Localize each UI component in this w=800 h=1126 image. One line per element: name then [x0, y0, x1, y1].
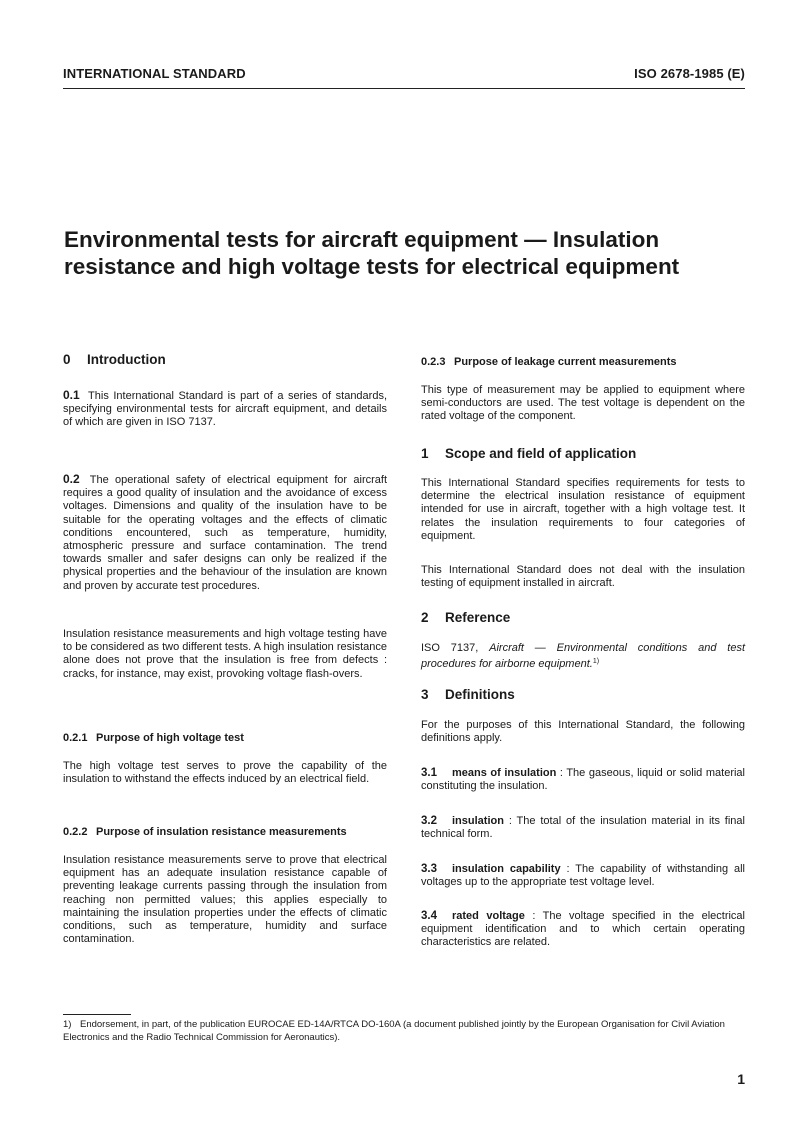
title-line-1: Environmental tests for aircraft equipment — Insulation	[64, 227, 660, 252]
paragraph-text: Insulation resistance measurements serve to prove that electrical equipment has an adequate insulation resistance capable of preventing leakage currents passing through the insulation from reaching non permitted values; this applies especially to maintaining the insulation properties under the effects of climatic conditions, such as temperature, humidity and surface contamination.	[63, 854, 387, 946]
paragraph-scope-2	[421, 564, 745, 590]
heading-0-2-1	[63, 732, 387, 745]
paragraph-text: This International Standard specifies requirements for tests to determine the electrical insulation resistance of equipment intended for use in aircraft, together with a high voltage test. It relates the insulation requirements to four categories of equipment.	[421, 477, 745, 542]
header-rule	[63, 88, 745, 89]
heading-text: Scope and field of application	[445, 446, 637, 461]
header-document-type: INTERNATIONAL STANDARD	[63, 66, 246, 81]
heading-text: Purpose of leakage current measurements	[454, 356, 677, 368]
definition-number: 3.1	[421, 767, 437, 779]
definition-number: 3.4	[421, 910, 437, 922]
heading-introduction	[63, 353, 387, 366]
footnote-mark: 1)	[63, 1019, 72, 1030]
footnote-rule	[63, 1014, 131, 1015]
paragraph-text: The high voltage test serves to prove the capability of the insulation to withstand the effects induced by an electrical field.	[63, 760, 387, 786]
document-title	[64, 226, 764, 280]
page-number: 1	[737, 1071, 745, 1087]
definition-term: insulation	[452, 815, 504, 827]
definition-3-4	[421, 910, 745, 950]
heading-number: 1	[421, 446, 429, 461]
paragraph-number: 0.1	[63, 388, 80, 402]
paragraph-0-2-continued	[63, 628, 387, 681]
footnote	[63, 1019, 745, 1044]
title-line-2: resistance and high voltage tests for electrical equipment	[64, 254, 680, 279]
paragraph-reference	[421, 642, 745, 671]
heading-text: Purpose of insulation resistance measurements	[96, 826, 347, 838]
definition-term: insulation capability	[452, 863, 561, 875]
definition-number: 3.2	[421, 815, 437, 827]
heading-0-2-2	[63, 826, 387, 839]
paragraph-scope-1	[421, 477, 745, 543]
definition-term: rated voltage	[452, 910, 525, 922]
paragraph-number: 0.2	[63, 472, 80, 486]
footnote-marker: 1)	[592, 658, 600, 666]
heading-0-2-3	[421, 356, 745, 369]
definition-number: 3.3	[421, 863, 437, 875]
definition-3-2	[421, 815, 745, 841]
header-document-number: ISO 2678-1985 (E)	[634, 66, 745, 81]
paragraph-0-2-1	[63, 760, 387, 786]
paragraph-definitions-intro	[421, 719, 745, 745]
footnote-text: Endorsement, in part, of the publication EUROCAE ED-14A/RTCA DO-160A (a document published jointly by the European Organisation for Civil Aviation Electronics and the Radio Technical Commission for Aeronautics).	[63, 1019, 725, 1043]
definition-3-1	[421, 767, 745, 793]
reference-title: Aircraft — Environmental conditions and test procedures for airborne equipment.	[421, 642, 745, 671]
paragraph-0-1	[63, 389, 387, 430]
paragraph-0-2	[63, 473, 387, 593]
heading-text: Definitions	[445, 687, 515, 702]
heading-number: 2	[421, 610, 429, 625]
heading-definitions	[421, 688, 745, 701]
heading-reference	[421, 611, 745, 624]
definition-3-3	[421, 863, 745, 889]
heading-number: 0.2.1	[63, 732, 88, 744]
definition-text: : The total of the insulation material in its final technical form.	[421, 815, 745, 841]
paragraph-0-2-2	[63, 854, 387, 946]
heading-text: Introduction	[87, 352, 166, 367]
heading-number: 0	[63, 352, 71, 367]
definition-text: : The voltage specified in the electrical equipment identification and to which certain operating characteristics are related.	[421, 910, 745, 949]
definition-term: means of insulation	[452, 767, 557, 779]
heading-text: Purpose of high voltage test	[96, 732, 244, 744]
paragraph-0-2-3	[421, 384, 745, 424]
paragraph-text: For the purposes of this International Standard, the following definitions apply.	[421, 719, 745, 745]
definition-text: : The gaseous, liquid or solid material constituting the insulation.	[421, 767, 745, 793]
paragraph-text: This International Standard is part of a series of standards, specifying environmental tests for aircraft equipment, and details of which are given in ISO 7137.	[63, 390, 388, 429]
heading-text: Reference	[445, 610, 511, 625]
paragraph-text: This International Standard does not deal with the insulation testing of equipment installed in aircraft.	[421, 564, 745, 590]
reference-standard: ISO 7137,	[421, 642, 490, 654]
definition-text: : The capability of withstanding all voltages up to the appropriate test voltage level.	[421, 863, 745, 889]
paragraph-text: The operational safety of electrical equipment for aircraft requires a good quality of insulation and the avoidance of excess voltages. Dimensions and quality of the insulation have to be suitable for the operating voltages and the effects of climatic conditions encountered, such as temperature, humidity, atmospheric pressure and surface contamination. The trend towards smaller and safer designs can only be realized if the physical properties and the behaviour of the insulation are known and proven by accurate test procedures.	[63, 474, 388, 592]
heading-scope	[421, 447, 745, 460]
heading-number: 0.2.2	[63, 826, 88, 838]
heading-number: 3	[421, 687, 429, 702]
heading-number: 0.2.3	[421, 356, 446, 368]
paragraph-text: Insulation resistance measurements and high voltage testing have to be considered as two different tests. A high insulation resistance alone does not prove that the insulation is free from defects : cracks, for instance, may exist, provoking voltage flash-overs.	[63, 628, 387, 680]
paragraph-text: This type of measurement may be applied to equipment where semi-conductors are used. The test voltage is dependent on the rated voltage of the component.	[421, 384, 745, 423]
